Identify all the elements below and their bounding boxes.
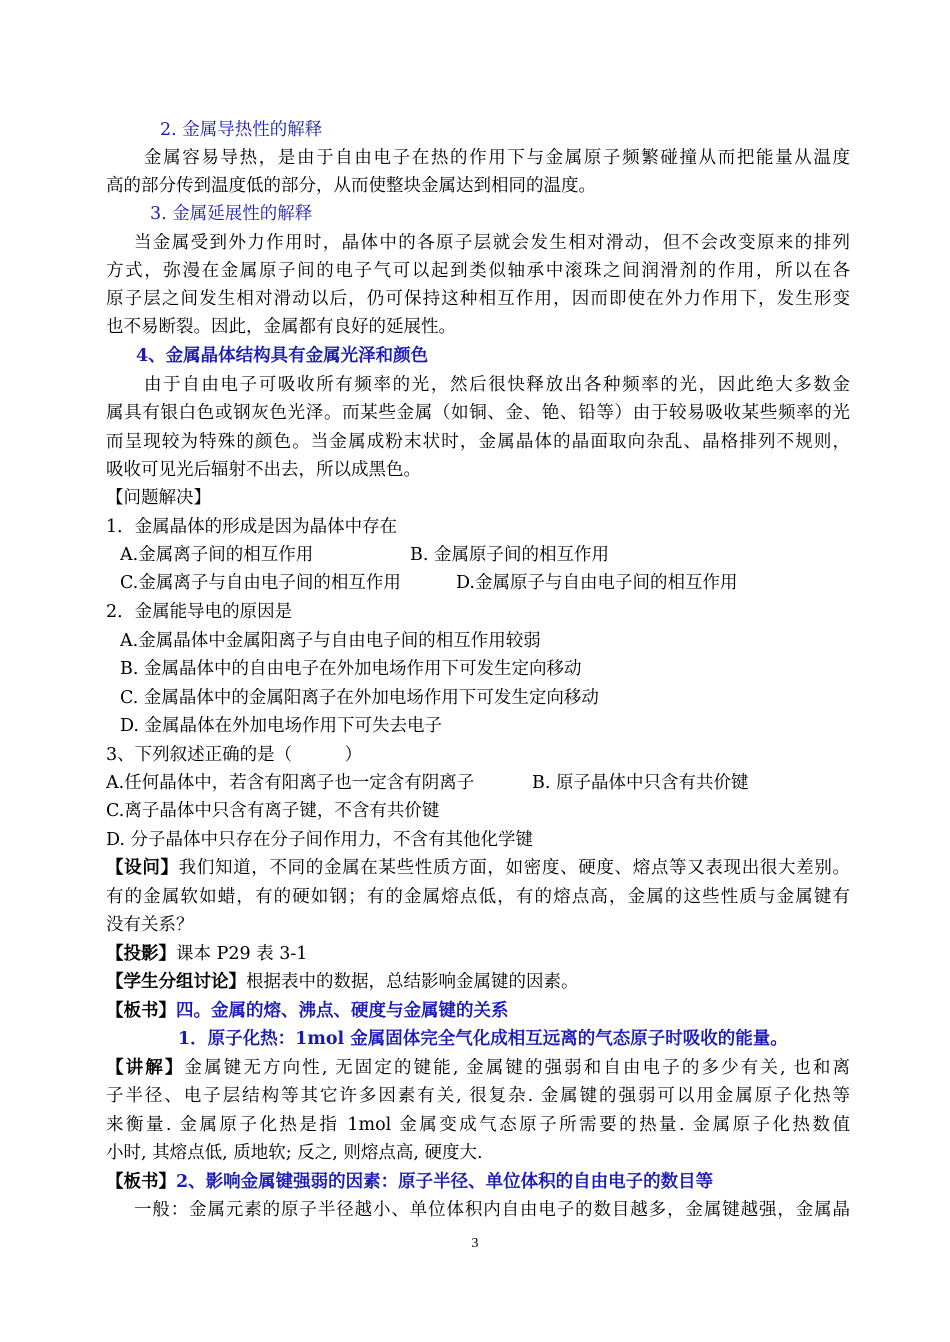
- heading-luster-color: 4、金属晶体结构具有金属光泽和颜色: [136, 346, 429, 366]
- option-2a: A.金属晶体中金属阳离子与自由电子间的相互作用较弱: [120, 631, 541, 651]
- paragraph-line: [106, 1054, 850, 1082]
- paragraph-line: 子半径、电子层结构等其它许多因素有关, 很复杂. 金属键的强弱可以用金属原子化热等: [106, 1086, 850, 1106]
- question-3: 3、下列叙述正确的是（ ）: [106, 745, 363, 765]
- paragraph-line: [106, 854, 850, 882]
- heading-bond-factors: 2、影响金属键强弱的因素：原子半径、单位体积的自由电子的数目等: [176, 1172, 714, 1192]
- option-1d: D.金属原子与自由电子间的相互作用: [456, 573, 738, 593]
- paragraph-text: 课本 P29 表 3-1: [176, 944, 308, 964]
- paragraph-line: 高的部分传到温度低的部分，从而使整块金属达到相同的温度。: [106, 176, 596, 196]
- paragraph-line: 一般：金属元素的原子半径越小、单位体积内自由电子的数目越多，金属键越强，金属晶: [134, 1200, 850, 1220]
- option-2d: D. 金属晶体在外加电场作用下可失去电子: [120, 716, 443, 736]
- paragraph-line: 而呈现较为特殊的颜色。当金属成粉末状时，金属晶体的晶面取向杂乱、晶格排列不规则，: [106, 432, 850, 452]
- paragraph-line: 金属容易导热，是由于自由电子在热的作用下与金属原子频繁碰撞从而把能量从温度: [144, 148, 850, 168]
- option-3b: B. 原子晶体中只含有共价键: [532, 773, 749, 793]
- label-question: 【设问】: [106, 858, 179, 878]
- paragraph-line: 属具有银白色或钢灰色光泽。而某些金属（如铜、金、铯、铅等）由于较易吸收某些频率的光: [106, 403, 850, 423]
- question-1: 1．金属晶体的形成是因为晶体中存在: [106, 517, 398, 537]
- paragraph-line: 小时, 其熔点低, 质地软; 反之, 则熔点高, 硬度大.: [106, 1143, 483, 1163]
- option-2b: B. 金属晶体中的自由电子在外加电场作用下可发生定向移动: [120, 659, 582, 679]
- heading-ductility: 3. 金属延展性的解释: [150, 204, 313, 224]
- label-group-discussion: 【学生分组讨论】: [106, 972, 246, 992]
- label-blackboard: 【板书】: [106, 1172, 176, 1192]
- option-2c: C. 金属晶体中的金属阳离子在外加电场作用下可发生定向移动: [120, 688, 599, 708]
- option-3c: C.离子晶体中只含有离子键，不含有共价键: [106, 801, 440, 821]
- paragraph-text: 金属键无方向性, 无固定的键能, 金属键的强弱和自由电子的多少有关, 也和离: [184, 1058, 850, 1078]
- paragraph-line: 吸收可见光后辐射不出去，所以成黑色。: [106, 460, 421, 480]
- option-1a: A.金属离子间的相互作用: [120, 545, 314, 565]
- paragraph-line: 没有关系？: [106, 915, 194, 935]
- label-explanation: 【讲解】: [106, 1058, 185, 1078]
- page-number: 3: [471, 1236, 479, 1251]
- paragraph-line: [106, 1168, 850, 1196]
- paragraph-line: 有的金属软如蜡，有的硬如钢；有的金属熔点低，有的熔点高，金属的这些性质与金属键有: [106, 887, 850, 907]
- option-3d: D. 分子晶体中只存在分子间作用力，不含有其他化学键: [106, 830, 534, 850]
- paragraph-line: [106, 997, 850, 1025]
- label-blackboard: 【板书】: [106, 1001, 176, 1021]
- paragraph-line: 方式，弥漫在金属原子间的电子气可以起到类似轴承中滚珠之间润滑剂的作用，所以在各: [106, 261, 850, 281]
- paragraph-line: 原子层之间发生相对滑动以后，仍可保持这种相互作用，因而即使在外力作用下，发生形变: [106, 289, 850, 309]
- heading-melting-boiling: 四。金属的熔、沸点、硬度与金属键的关系: [176, 1001, 509, 1021]
- question-2: 2．金属能导电的原因是: [106, 602, 293, 622]
- heading-atomization-heat: 1．原子化热：1mol 金属固体完全气化成相互远离的气态原子时吸收的能量。: [178, 1029, 788, 1049]
- paragraph-line: 由于自由电子可吸收所有频率的光，然后很快释放出各种频率的光，因此绝大多数金: [144, 375, 850, 395]
- paragraph-line: [106, 940, 850, 968]
- option-1c: C.金属离子与自由电子间的相互作用: [120, 573, 401, 593]
- heading-thermal-conductivity: 2. 金属导热性的解释: [160, 120, 323, 140]
- paragraph-line: [106, 968, 850, 996]
- section-problem-solving: 【问题解决】: [106, 488, 211, 508]
- paragraph-line: 来衡量. 金属原子化热是指 1mol 金属变成气态原子所需要的热量. 金属原子化热数值: [106, 1115, 850, 1135]
- label-projection: 【投影】: [106, 944, 176, 964]
- paragraph-line: 也不易断裂。因此，金属都有良好的延展性。: [106, 317, 456, 337]
- paragraph-text: 我们知道，不同的金属在某些性质方面，如密度、硬度、熔点等又表现出很大差别。: [178, 858, 850, 878]
- option-1b: B. 金属原子间的相互作用: [410, 545, 609, 565]
- paragraph-text: 根据表中的数据，总结影响金属键的因素。: [246, 972, 579, 992]
- option-3a: A.任何晶体中，若含有阳离子也一定含有阴离子: [106, 773, 475, 793]
- paragraph-line: 当金属受到外力作用时，晶体中的各原子层就会发生相对滑动，但不会改变原来的排列: [134, 233, 850, 253]
